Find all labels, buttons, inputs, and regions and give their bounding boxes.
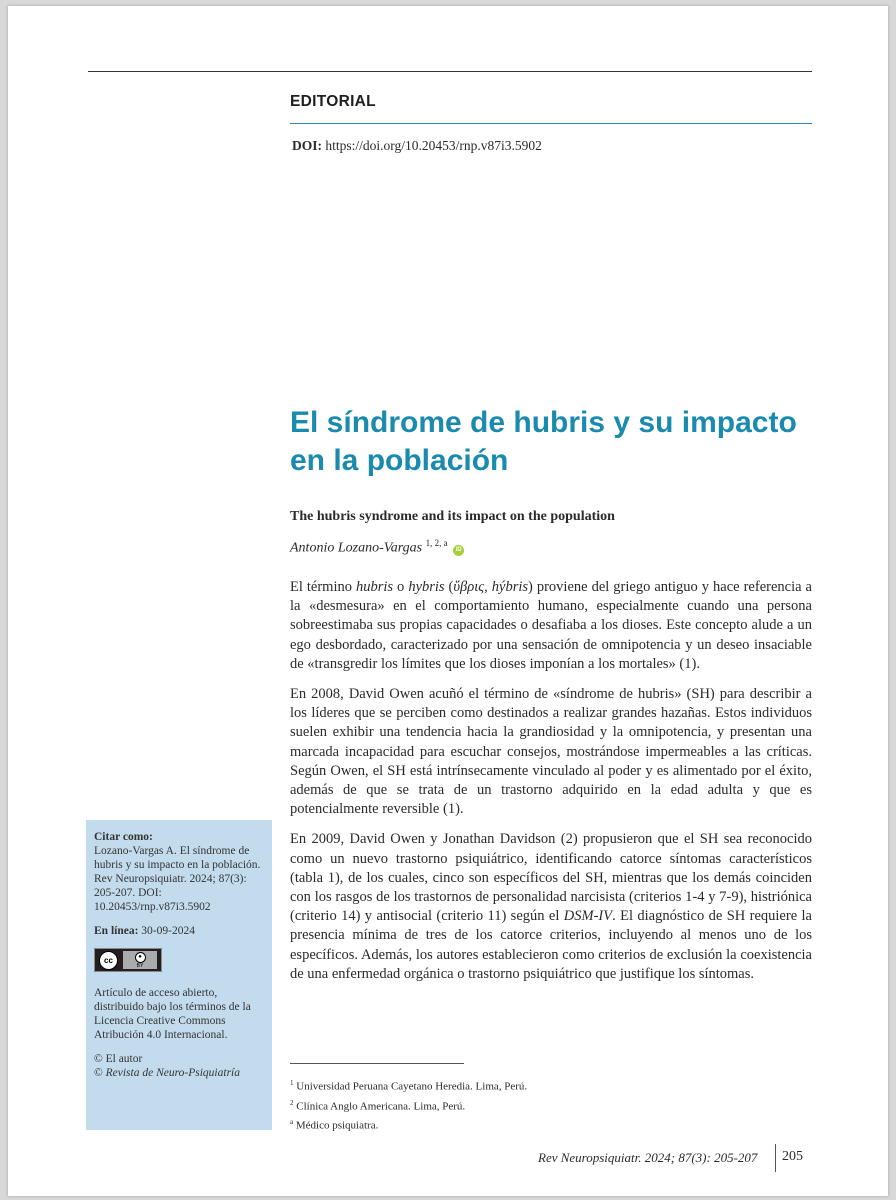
article-subtitle: The hubris syndrome and its impact on the population: [290, 509, 615, 524]
footnote-mark: a: [290, 1118, 294, 1127]
page-number-separator: [775, 1144, 776, 1172]
journal-page: [8, 6, 888, 1196]
paragraph-3: [290, 830, 812, 984]
license-text: Artículo de acceso abierto, distribuido bajo los términos de la Licencia Creative Commons Atribución 4.0 Internacional.: [94, 987, 251, 1041]
cite-heading: Citar como:: [94, 831, 153, 843]
article-title: El síndrome de hubris y su impacto en la población: [290, 406, 797, 477]
paragraph-2: En 2008, David Owen acuñó el término de «síndrome de hubris» (SH) para describir a los líderes que se perciben como destinados a realizar grandes hazañas. Estos individuos suelen exhibir una tendencia hacia la grandiosidad y la omnipotencia, y presentan una marcada incapacidad para escuchar consejos, mostrándose impermeables a las críticas. Según Owen, el SH está intrínsecamente vinculado al poder y es alimentado por el éxito, además de que se trata de un trastorno adquirido en la edad adulta y que es potencialmente reversible (1).: [290, 686, 812, 818]
paragraph-1: [290, 578, 812, 674]
doi-line: [292, 138, 542, 154]
footnote-text: Médico psiquiatra.: [295, 1119, 379, 1132]
p3-text-a: En 2009, David Owen y Jonathan Davidson (2) propusieron que el SH sea reconocido como un nuevo trastorno psiquiátrico, identificando catorce síntomas característicos (tabla 1), de los cuales, cinco son específicos del SH, mientras que los demás coinciden con los rasgos de los trastornos de personalidad narcisista (criterios 1-4 y 7-9), histriónica (criterio 14) y antisocial (criterio 11) según el: [290, 831, 812, 925]
orcid-icon[interactable]: iD: [453, 545, 464, 556]
p1-term-hybris: hybris: [408, 579, 445, 595]
footnote-rule: [290, 1063, 464, 1064]
footnote-text: Clínica Anglo Americana. Lima, Perú.: [296, 1100, 466, 1113]
p1-term-hubris: hubris: [355, 579, 394, 595]
journal-name: Revista de Neuro-Psiquiatría: [105, 1067, 240, 1079]
page-number: 205: [782, 1149, 803, 1164]
author-line: [290, 538, 464, 557]
footnote-3: [290, 1114, 527, 1134]
p3-dsm: DSM-IV: [563, 908, 613, 925]
copyright-journal: [94, 1066, 264, 1080]
online-label: En línea:: [94, 925, 139, 937]
footnote-mark: 2: [290, 1098, 294, 1107]
top-rule: [88, 71, 812, 72]
p1-text-b: o: [393, 579, 409, 595]
p1-greek: ὕβρις, hýbris: [453, 579, 529, 595]
footnote-2: [290, 1095, 527, 1115]
doi-link[interactable]: https://doi.org/10.20453/rnp.v87i3.5902: [325, 138, 542, 153]
footnote-text: Universidad Peruana Cayetano Heredia. Lima, Perú.: [296, 1080, 528, 1093]
journal-reference: Rev Neuropsiquiatr. 2024; 87(3): 205-207: [538, 1150, 758, 1165]
section-rule: [290, 123, 812, 124]
copyright-symbol: ©: [94, 1067, 103, 1079]
online-block: [94, 924, 264, 938]
p1-text-d: ) proviene del griego antiguo y hace referencia a la «desmesura» en el comportamiento humano, especialmente cuando una persona sobreestimaba sus propias capacidades o desafiaba a los dioses. Este concepto alude a un ego desbordado, caracterizado por una sensación de omnipotencia y un deseo insaciable de «transgredir los límites que los dioses imponían a los mortales» (1).: [290, 579, 812, 672]
footnote-mark: 1: [290, 1079, 294, 1087]
attribution-icon: ●: [135, 952, 146, 963]
author-affiliation: 1, 2, a: [425, 538, 448, 548]
p1-text-a: El término: [290, 579, 356, 595]
p1-text-c: (: [444, 579, 454, 595]
online-date: 30-09-2024: [141, 925, 195, 937]
cc-icon: cc: [99, 951, 118, 970]
copyright-author: © El autor: [94, 1053, 143, 1065]
footnote-1: [290, 1075, 527, 1095]
by-label: BY: [136, 962, 144, 969]
cite-block: [94, 830, 264, 914]
creative-commons-by-icon[interactable]: [94, 948, 162, 972]
doi-label: DOI:: [292, 138, 322, 153]
footnotes: [290, 1075, 527, 1134]
by-part: [123, 951, 157, 969]
section-label: EDITORIAL: [290, 93, 376, 110]
author-name: Antonio Lozano-Vargas: [290, 540, 423, 556]
article-body: [290, 578, 812, 995]
cite-text: Lozano-Vargas A. El síndrome de hubris y su impacto en la población. Rev Neuropsiquiatr. 2024; 87(3): 205-207. DOI: 10.20453/rnp.v87i3.5902: [94, 845, 261, 913]
p3-text-b: . El diagnóstico de SH requiere la presencia mínima de tres de los catorce criterios, incluyendo al menos uno de los específicos. Además, los autores establecieron como criterios de exclusión la coexistencia de una enfermedad orgánica o trastorno psiquiátrico que justifique los síntomas.: [290, 908, 812, 982]
citation-sidebar: [86, 820, 272, 1130]
